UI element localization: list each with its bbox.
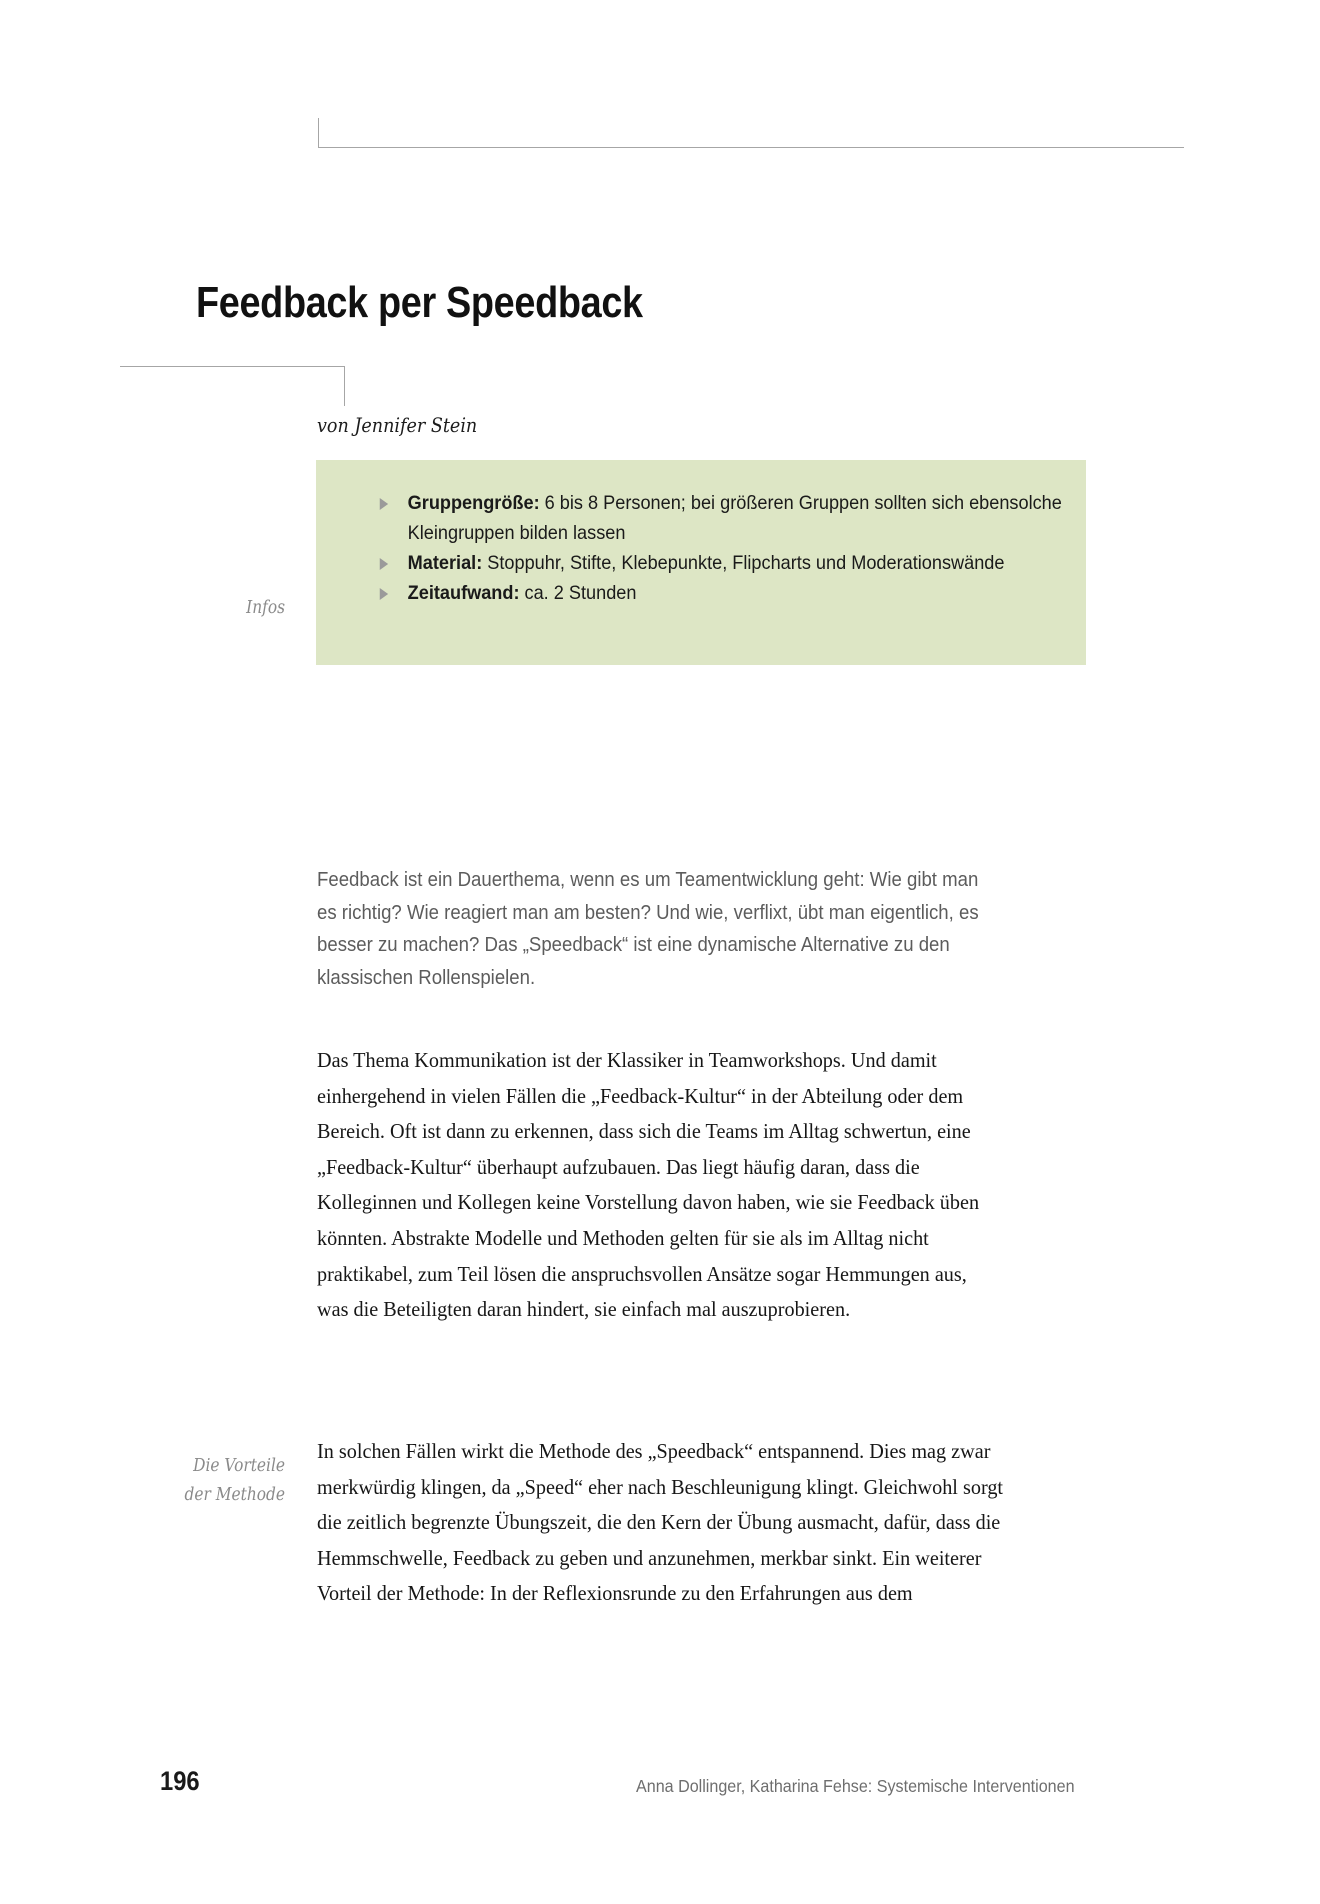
triangle-right-icon [380,558,388,570]
byline-rule-tick [344,366,345,406]
infobox-item [350,488,1109,548]
margin-note-vorteile-line2: der Methode [184,1485,285,1505]
infobox-item-text: 6 bis 8 Personen; bei größeren Gruppen sollten sich ebensolche Kleingruppen bilden lassen [407,492,1062,544]
infobox-item-term: Gruppengröße: [407,492,540,514]
body-paragraph-1-text: Das Thema Kommunikation ist der Klassiker in Teamworkshops. Und damit einhergehend in vielen Fällen die „Feedback-Kultur“ in der Abteilung oder dem Bereich. Oft ist dann zu erkennen, dass sich die Teams im Alltag schwertun, eine „Feedback-Kultur“ überhaupt aufzubauen. Das liegt häufig daran, dass die Kolleginnen und Kollegen keine Vorstellung davon haben, wie sie Feedback üben könnten. Abstrakte Modelle und Methoden gelten für sie als im Alltag nicht praktikabel, zum Teil lösen die anspruchsvollen Ansätze sogar Hemmungen aus, was die Beteiligten daran hindert, sie einfach mal auszuprobieren. [317,1048,980,1322]
body-paragraph-1 [317,1043,1003,1328]
margin-note-vorteile [131,1452,285,1510]
triangle-right-icon [380,498,388,510]
triangle-right-icon [380,588,388,600]
infobox-item [350,578,1109,608]
infobox-item-text: ca. 2 Stunden [519,582,637,604]
infobox-item-term: Material: [407,552,483,574]
infobox-item-term: Zeitaufwand: [407,582,520,604]
infobox-item [350,548,1109,578]
lead-paragraph: Feedback ist ein Dauerthema, wenn es um Teamentwicklung geht: Wie gibt man es richtig? Wie reagiert man am besten? Und wie, verflixt, übt man eigentlich, es besser zu machen? Das „Speedback“ ist eine dynamische Alternative zu den klassischen Rollenspielen. [317,869,979,989]
header-rule [318,147,1184,148]
infobox-item-text: Stoppuhr, Stifte, Klebepunkte, Flipcharts und Moderationswände [482,552,1005,574]
infobox [316,460,1086,665]
body-paragraph-2 [317,1434,1003,1612]
margin-note-infos: Infos [246,598,285,618]
byline: von Jennifer Stein [317,414,478,437]
byline-rule [120,366,345,367]
margin-note-vorteile-line1: Die Vorteile [193,1456,285,1476]
header-rule-tick [318,118,319,148]
footer-credit: Anna Dollinger, Katharina Fehse: Systemische Interventionen [636,1776,1075,1796]
infobox-list [350,488,1062,608]
page-number: 196 [160,1766,200,1796]
page-title: Feedback per Speedback [196,278,643,328]
body-paragraph-2-text: In solchen Fällen wirkt die Methode des „Speedback“ entspannend. Dies mag zwar merkwürdig klingen, da „Speed“ eher nach Beschleunigung klingt. Gleichwohl sorgt die zeitlich begrenzte Übungszeit, die den Kern der Übung ausmacht, dafür, dass die Hemmschwelle, Feedback zu geben und anzunehmen, merkbar sinkt. Ein weiterer Vorteil der Methode: In der Reflexionsrunde zu den Erfahrungen aus dem [317,1439,1004,1606]
